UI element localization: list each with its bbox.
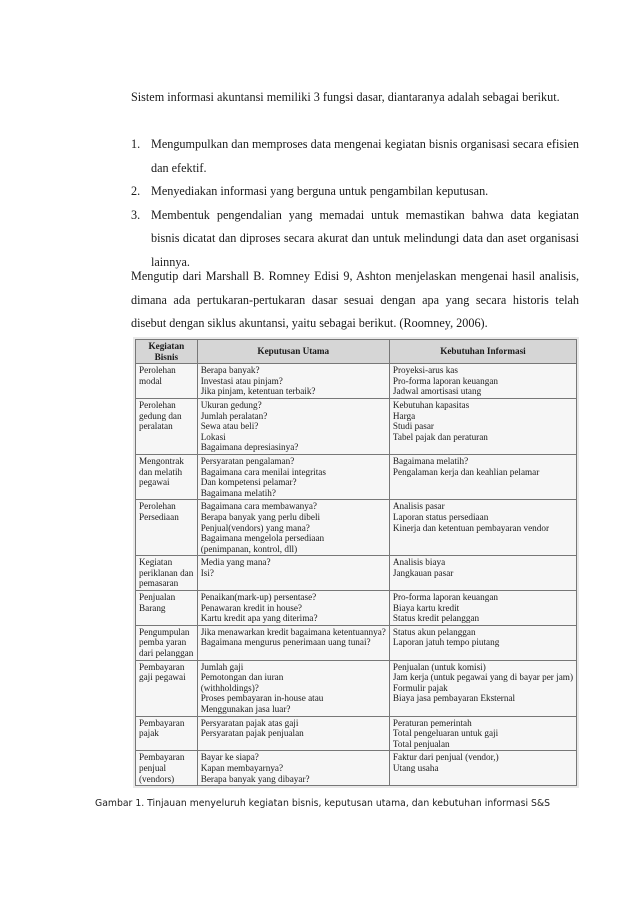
cell-decisions	[197, 716, 389, 751]
decision-line: Berapa banyak?	[200, 365, 260, 376]
cell-activity: Perolehan Persediaan	[136, 500, 198, 556]
figure-caption: Gambar 1. Tinjauan menyeluruh kegiatan bisnis, keputusan utama, dan kebutuhan informasi S&S	[95, 798, 551, 809]
info-line: Laporan status persediaan	[392, 511, 489, 522]
functions-list	[131, 133, 579, 274]
quote-paragraph: Mengutip dari Marshall B. Romney Edisi 9, Ashton menjelaskan mengenai hasil analisis, dimana ada pertukaran-pertukaran dasar sesuai dengan apa yang secara historis telah disebut dengan siklus akuntansi, yaitu sebagai berikut. (Roomney, 2006).	[131, 269, 579, 330]
info-line: Studi pasar	[392, 421, 434, 432]
info-line: Jam kerja (untuk pegawai yang di bayar per jam)	[392, 672, 573, 683]
table-row	[136, 625, 577, 660]
decision-line: Penaikan(mark-up) persentase?	[200, 592, 317, 603]
info-line: Pengalaman kerja dan keahlian pelamar	[392, 466, 540, 477]
decision-line: Jika pinjam, ketentuan terbaik?	[200, 386, 316, 397]
decision-line: Bagaimana melatih?	[200, 487, 276, 498]
decision-line: Kartu kredit apa yang diterima?	[200, 613, 318, 624]
table-row	[136, 716, 577, 751]
cell-info	[389, 716, 576, 751]
figure-table-image	[133, 337, 579, 788]
table-row	[136, 660, 577, 716]
info-line: Formulir pajak	[392, 682, 448, 693]
cell-activity: Mengontrak dan melatih pegawai	[136, 454, 198, 499]
info-line: Jangkauan pasar	[392, 567, 454, 578]
decision-line: Bagaimana mengurus penerimaan uang tunai?	[200, 637, 371, 648]
cell-info	[389, 454, 576, 499]
decision-line: Ukuran gedung?	[200, 399, 262, 410]
cell-decisions	[197, 591, 389, 626]
decision-line: Persyaratan pajak penjualan	[200, 728, 304, 739]
decision-line: Jumlah peralatan?	[200, 410, 268, 421]
decision-line: Persyaratan pajak atas gaji	[200, 717, 299, 728]
header-kebutuhan-informasi: Kebutuhan Informasi	[389, 340, 576, 364]
decision-line: Jumlah gaji	[200, 661, 244, 672]
decision-line: Jika menawarkan kredit bagaimana ketentuannya?	[200, 626, 386, 637]
info-line: Analisis pasar	[392, 501, 445, 512]
decision-line: Bagaimana cara membawanya?	[200, 501, 317, 512]
list-item-number: 1.	[131, 137, 141, 151]
cell-decisions	[197, 364, 389, 399]
list-item-text: Menyediakan informasi yang berguna untuk pengambilan keputusan.	[151, 184, 489, 198]
header-kegiatan-bisnis: Kegiatan Bisnis	[136, 340, 198, 364]
decision-line: Investasi atau pinjam?	[200, 375, 283, 386]
info-line: Jadwal amortisasi utang	[392, 386, 482, 397]
decision-line: Bagaimana depresiasinya?	[200, 442, 299, 453]
intro-paragraph: Sistem informasi akuntansi memiliki 3 fungsi dasar, diantaranya adalah sebagai berikut.	[131, 90, 560, 104]
cell-activity: Pembayaran gaji pegawai	[136, 660, 198, 716]
decision-line: Media yang mana?	[200, 557, 271, 568]
info-line: Proyeksi-arus kas	[392, 365, 458, 376]
info-line: Pro-forma laporan keuangan	[392, 375, 498, 386]
table-row	[136, 751, 577, 786]
info-line: Tabel pajak dan peraturan	[392, 431, 488, 442]
decision-line: Lokasi	[200, 431, 226, 442]
info-line: Faktur dari penjual (vendor,)	[392, 752, 499, 763]
list-item-number: 2.	[131, 184, 141, 198]
decision-line: (withholdings)?	[200, 682, 259, 693]
list-item	[131, 133, 579, 180]
info-line: Penjualan (untuk komisi)	[392, 661, 486, 672]
table-row	[136, 398, 577, 454]
info-line: Status akun pelanggan	[392, 626, 476, 637]
decision-line: Berapa banyak yang dibayar?	[200, 773, 310, 784]
cell-activity: Pembayaran penjual (vendors)	[136, 751, 198, 786]
info-line: Total penjualan	[392, 738, 450, 749]
decision-line: Isi?	[200, 567, 214, 578]
table-header-row	[136, 340, 577, 364]
decision-line: Menggunakan jasa luar?	[200, 704, 291, 714]
decision-line: Bagaimana cara menilai integritas	[200, 466, 326, 477]
cell-info	[389, 751, 576, 786]
business-activities-table	[135, 339, 577, 786]
cell-info	[389, 398, 576, 454]
cell-activity: Pembayaran pajak	[136, 716, 198, 751]
cell-activity: Perolehan gedung dan peralatan	[136, 398, 198, 454]
info-line: Biaya kartu kredit	[392, 602, 460, 613]
info-line: Peraturan pemerintah	[392, 717, 472, 728]
list-item	[131, 180, 579, 204]
decision-line: Proses pembayaran in-house atau	[200, 693, 324, 704]
cell-activity: Kegiatan periklanan dan pemasaran	[136, 556, 198, 591]
info-line: Kinerja dan ketentuan pembayaran vendor	[392, 522, 550, 533]
cell-info	[389, 364, 576, 399]
cell-info	[389, 556, 576, 591]
header-keputusan-utama: Keputusan Utama	[197, 340, 389, 364]
cell-info	[389, 625, 576, 660]
decision-line: Sewa atau beli?	[200, 421, 259, 432]
cell-decisions	[197, 398, 389, 454]
decision-line: Penawaran kredit in house?	[200, 602, 302, 613]
decision-line: Kapan membayarnya?	[200, 762, 284, 773]
list-item-text: Membentuk pengendalian yang memadai untuk memastikan bahwa data kegiatan bisnis dicatat dan diproses secara akurat dan untuk melindungi data dan aset organisasi lainnya.	[151, 207, 579, 269]
cell-activity: Perolehan modal	[136, 364, 198, 399]
info-line: Analisis biaya	[392, 557, 446, 568]
info-line: Kebutuhan kapasitas	[392, 399, 470, 410]
cell-decisions	[197, 454, 389, 499]
info-line: Pro-forma laporan keuangan	[392, 592, 498, 603]
decision-line: Persyaratan pengalaman?	[200, 455, 295, 466]
cell-decisions	[197, 751, 389, 786]
list-item	[131, 204, 579, 275]
decision-line: Penjual(vendors) yang mana?	[200, 522, 310, 533]
cell-decisions	[197, 500, 389, 556]
decision-line: Berapa banyak yang perlu dibeli	[200, 511, 321, 522]
table-body	[136, 364, 577, 786]
decision-line: (penimpanan, kontrol, dll)	[200, 543, 298, 554]
table-row	[136, 556, 577, 591]
info-line: Biaya jasa pembayaran Eksternal	[392, 693, 516, 704]
info-line: Laporan jatuh tempo piutang	[392, 637, 500, 648]
decision-line: Dan kompetensi pelamar?	[200, 477, 297, 488]
decision-line: Bagaimana mengelola persediaan	[200, 533, 325, 544]
cell-info	[389, 591, 576, 626]
info-line: Status kredit pelanggan	[392, 613, 480, 624]
cell-decisions	[197, 660, 389, 716]
decision-line: Bayar ke siapa?	[200, 752, 259, 763]
info-line: Utang usaha	[392, 762, 439, 773]
decision-line: Pemotongan dan iuran	[200, 672, 284, 683]
cell-decisions	[197, 556, 389, 591]
list-item-text: Mengumpulkan dan memproses data mengenai kegiatan bisnis organisasi secara efisien dan efektif.	[151, 137, 579, 175]
cell-decisions	[197, 625, 389, 660]
cell-info	[389, 500, 576, 556]
table-row	[136, 364, 577, 399]
table-row	[136, 591, 577, 626]
cell-activity: Pengumpulan pemba yaran dari pelanggan	[136, 625, 198, 660]
info-line: Harga	[392, 410, 416, 421]
cell-info	[389, 660, 576, 716]
table-row	[136, 500, 577, 556]
info-line: Bagaimana melatih?	[392, 455, 469, 466]
info-line: Total pengeluaran untuk gaji	[392, 728, 499, 739]
list-item-number: 3.	[131, 207, 141, 222]
cell-activity: Penjualan Barang	[136, 591, 198, 626]
table-row	[136, 454, 577, 499]
